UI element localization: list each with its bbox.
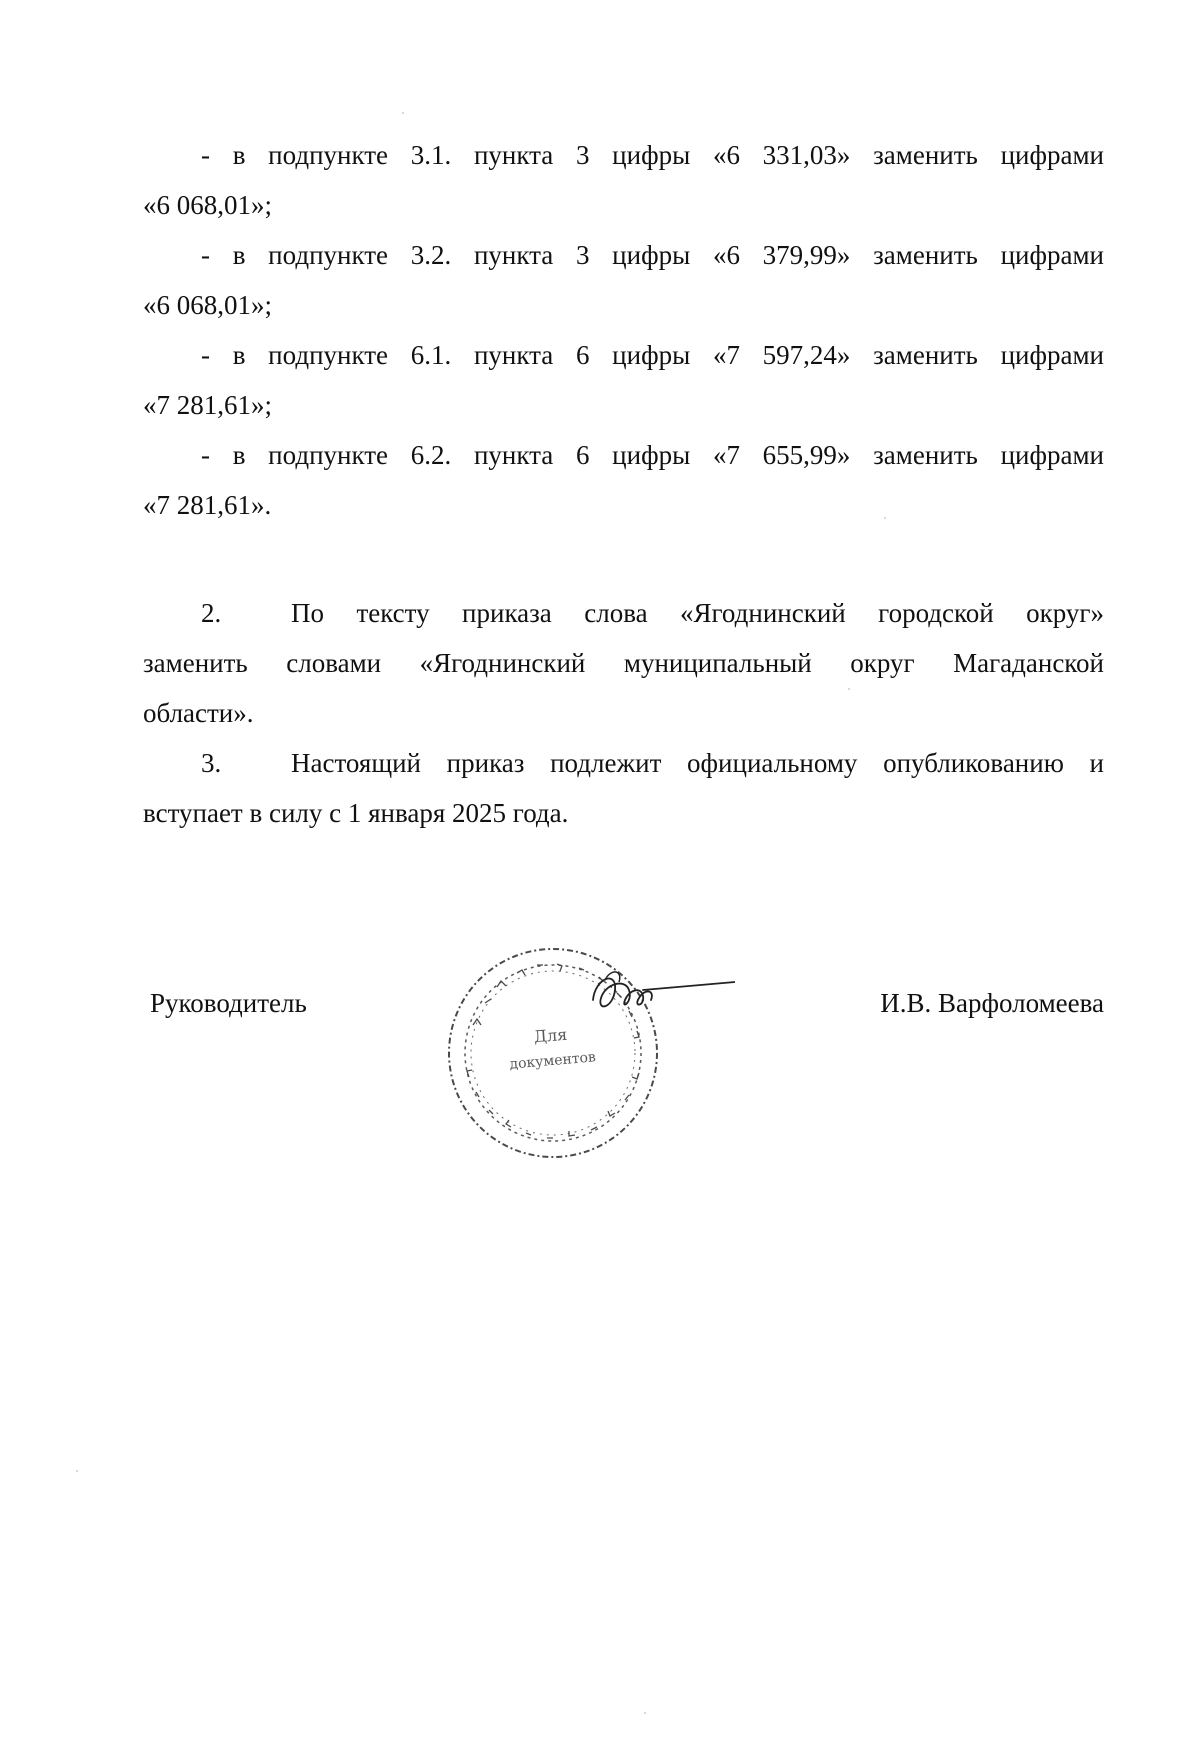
handwritten-signature [585, 960, 735, 1030]
amendment-item [143, 330, 1104, 430]
stamp-center-text: документов [508, 1049, 597, 1073]
amendment-line: - в подпункте 3.2. пункта 3 цифры «6 379,99» заменить цифрами [201, 240, 1104, 270]
scan-speck [884, 517, 886, 519]
signatory-name: И.В. Варфоломеева [880, 988, 1104, 1018]
signatory-title: Руководитель [150, 988, 307, 1018]
amendment-continuation: «7 281,61»; [143, 390, 273, 420]
item-first-line [143, 738, 1104, 788]
amendment-continuation: «7 281,61». [143, 490, 272, 520]
item-text-line: заменить словами «Ягоднинский муниципальный округ Магаданской [143, 648, 1104, 678]
scan-speck [848, 688, 850, 690]
amendment-continuation: «6 068,01»; [143, 190, 273, 220]
item-number: 3. [201, 748, 222, 778]
item-number: 2. [201, 598, 222, 628]
amendment-item [143, 430, 1104, 530]
item-text: По тексту приказа слова «Ягоднинский городской округ» [291, 598, 1104, 628]
amendment-line: - в подпункте 6.1. пункта 6 цифры «7 597,24» заменить цифрами [201, 340, 1104, 370]
stamp-center-text: Для [533, 1024, 568, 1047]
amendment-line: - в подпункте 3.1. пункта 3 цифры «6 331,03» заменить цифрами [201, 140, 1104, 170]
amendment-item [143, 230, 1104, 330]
scan-speck [644, 1712, 646, 1714]
scan-speck [402, 112, 404, 114]
item-text-line: области». [143, 698, 254, 728]
item-first-line [143, 588, 1104, 638]
item-text: Настоящий приказ подлежит официальному опубликованию и [291, 748, 1104, 778]
item-text-line: вступает в силу с 1 января 2025 года. [143, 798, 569, 828]
amendments-list [143, 130, 1104, 530]
amendment-line: - в подпункте 6.2. пункта 6 цифры «7 655,99» заменить цифрами [201, 440, 1104, 470]
numbered-item-3 [143, 738, 1104, 838]
numbered-item-2 [143, 588, 1104, 738]
amendment-continuation: «6 068,01»; [143, 290, 273, 320]
scan-speck [76, 1470, 78, 1472]
amendment-item [143, 130, 1104, 230]
